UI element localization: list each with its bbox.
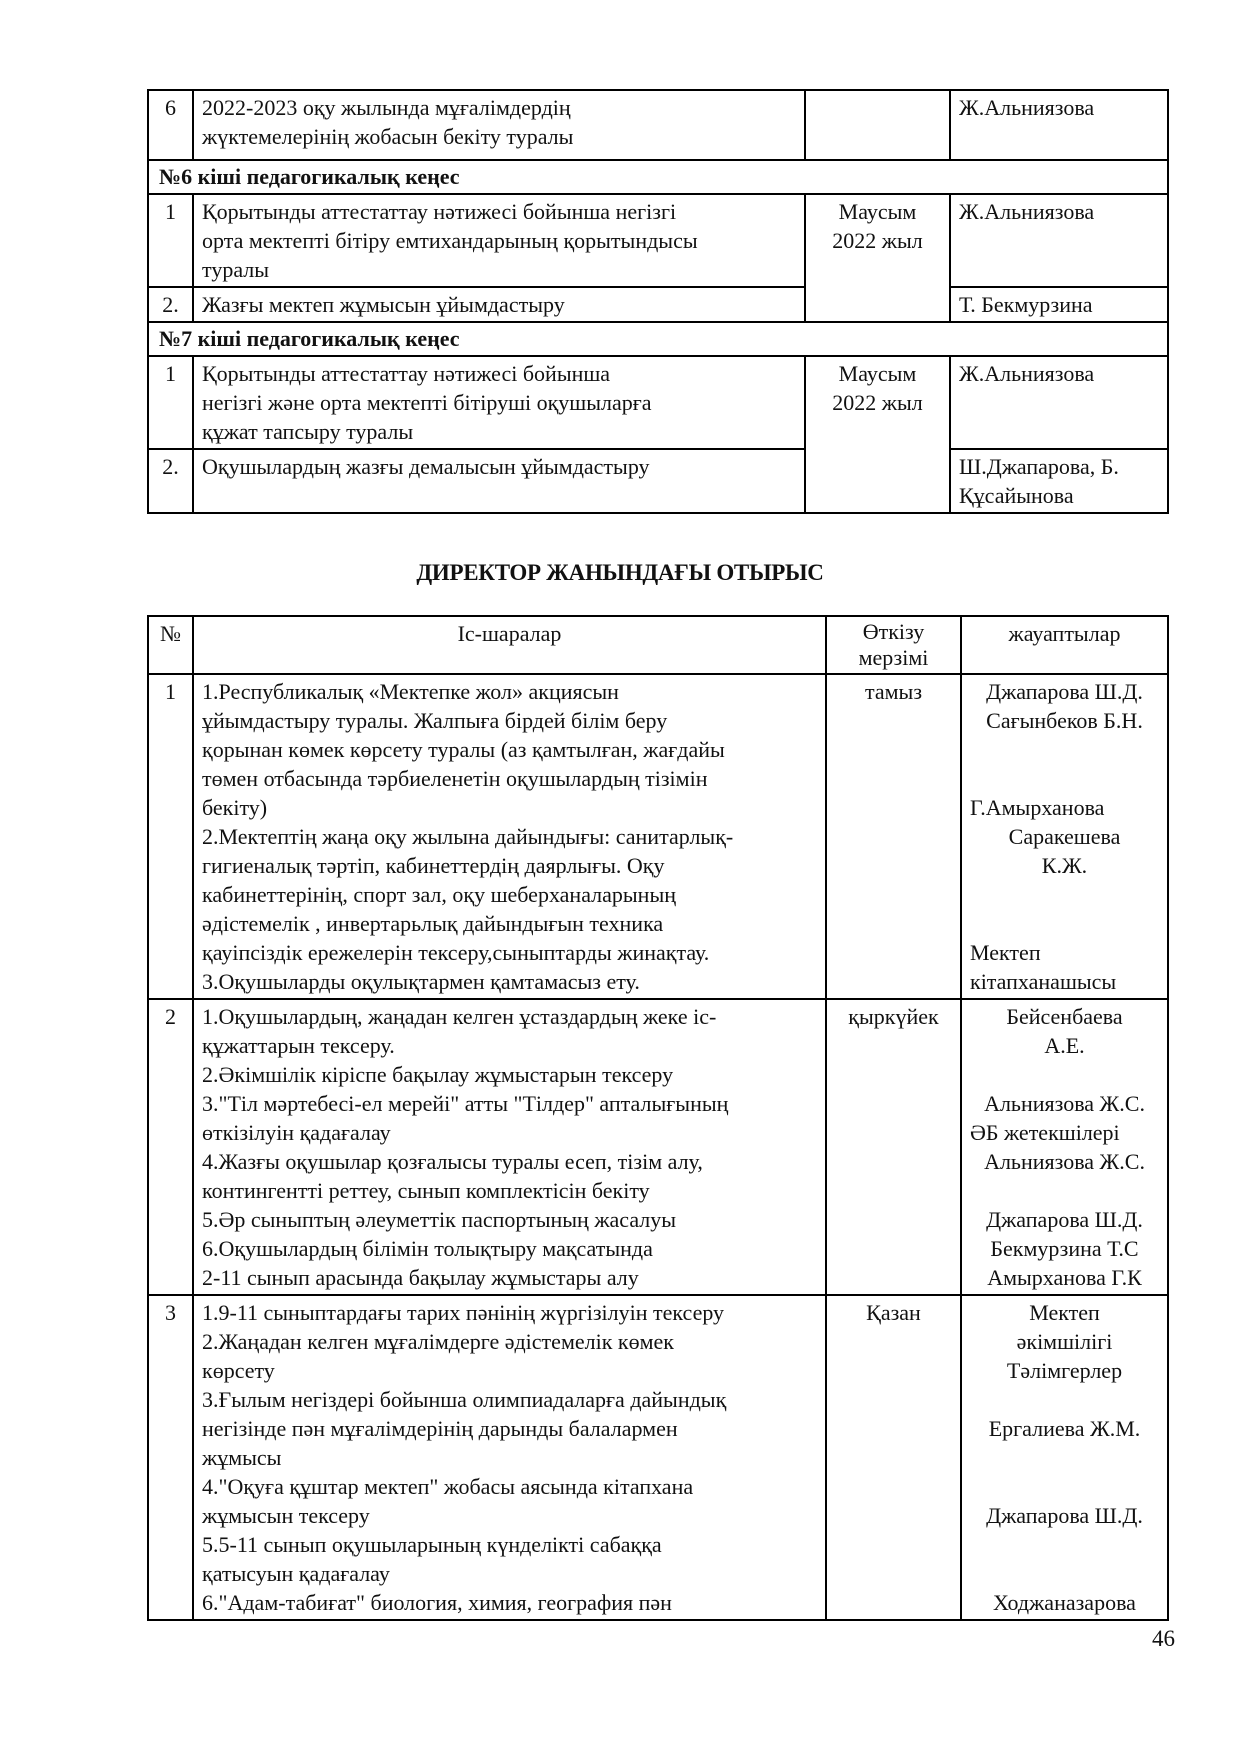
table-row bbox=[148, 194, 1168, 287]
small-pedagogical-council-table bbox=[147, 89, 1169, 514]
responsible-cell: Т. Бекмурзина bbox=[950, 287, 1168, 322]
table-row bbox=[148, 999, 1168, 1295]
section-title: №6 кіші педагогикалық кеңес bbox=[148, 160, 1168, 194]
table-row bbox=[148, 287, 1168, 322]
director-meeting-table bbox=[147, 615, 1169, 1621]
row-number: 2 bbox=[148, 999, 193, 1295]
responsible-cell: Мектеп әкімшілігі Тәлімгерлер Ергалиева Ж.М. Джапарова Ш.Д. Ходжаназарова bbox=[961, 1295, 1168, 1620]
date-cell: Маусым 2022 жыл bbox=[805, 356, 950, 513]
responsible-cell: Бейсенбаева А.Е. Альниязова Ж.С. ӘБ жетекшілері Альниязова Ж.С. Джапарова Ш.Д. Бекмурзина Т.С Амырханова Г.К bbox=[961, 999, 1168, 1295]
row-number: 1 bbox=[148, 194, 193, 287]
activity-cell: 1.Республикалық «Мектепке жол» акциясын ұйымдастыру туралы. Жалпыға бірдей білім беру қорынан көмек көрсету туралы (аз қамтылған, жағдайы төмен отбасында тәрбиеленетін оқушылардың тізімін бекіту) 2.Мектептің жаңа оқу жылына дайындығы: санитарлық- гигиеналық тәртіп, кабинеттердің даярлығы. Оқу кабинеттерінің, спорт зал, оқу шеберханаларының әдістемелік , инвертарьлық дайындығын техника қауіпсіздік ережелерін тексеру,сыныптарды жинақтау. 3.Оқушыларды оқулықтармен қамтамасыз ету. bbox=[193, 674, 826, 999]
row-number: 1 bbox=[148, 356, 193, 449]
section-heading: ДИРЕКТОР ЖАНЫНДАҒЫ ОТЫРЫС bbox=[416, 560, 824, 585]
date-cell: Маусым 2022 жыл bbox=[805, 194, 950, 322]
section-title: №7 кіші педагогикалық кеңес bbox=[148, 322, 1168, 356]
row-number: 2. bbox=[148, 287, 193, 322]
activity-cell: 2022-2023 оқу жылында мұғалімдердің жүктемелерінің жобасын бекіту туралы bbox=[193, 90, 805, 160]
section-row bbox=[148, 160, 1168, 194]
header-number: № bbox=[148, 616, 193, 674]
header-date: Өткізу мерзімі bbox=[826, 616, 961, 674]
table-row bbox=[148, 674, 1168, 999]
page-number: 46 bbox=[1152, 1626, 1175, 1651]
table-row bbox=[148, 449, 1168, 513]
responsible-cell: Ж.Альниязова bbox=[950, 356, 1168, 449]
date-cell bbox=[805, 90, 950, 160]
responsible-cell: Джапарова Ш.Д. Сағынбеков Б.Н. Г.Амырханова Саракешева К.Ж. Мектеп кітапханашысы bbox=[961, 674, 1168, 999]
table-row bbox=[148, 90, 1168, 160]
row-number: 3 bbox=[148, 1295, 193, 1620]
table-row bbox=[148, 1295, 1168, 1620]
activity-cell: Қорытынды аттестаттау нәтижесі бойынша негізгі орта мектепті бітіру емтихандарының қорытындысы туралы bbox=[193, 194, 805, 287]
row-number: 1 bbox=[148, 674, 193, 999]
table-row bbox=[148, 356, 1168, 449]
row-number: 2. bbox=[148, 449, 193, 513]
responsible-cell: Ж.Альниязова bbox=[950, 90, 1168, 160]
activity-cell: Жазғы мектеп жұмысын ұйымдастыру bbox=[193, 287, 805, 322]
date-cell: Қазан bbox=[826, 1295, 961, 1620]
activity-cell: Оқушылардың жазғы демалысын ұйымдастыру bbox=[193, 449, 805, 513]
activity-cell: 1.Оқушылардың, жаңадан келген ұстаздардың жеке іс- құжаттарын тексеру. 2.Әкімшілік кіріспе бақылау жұмыстарын тексеру 3."Тіл мәртебесі-ел мерейі" атты "Тілдер" апталығының өткізілуін қадағалау 4.Жазғы оқушылар қозғалысы туралы есеп, тізім алу, контингентті реттеу, сынып комплектісін бекіту 5.Әр сыныптың әлеуметтік паспортының жасалуы 6.Оқушылардың білімін толықтыру мақсатында 2-11 сынып арасында бақылау жұмыстары алу bbox=[193, 999, 826, 1295]
section-row bbox=[148, 322, 1168, 356]
responsible-cell: Ш.Джапарова, Б. Құсайынова bbox=[950, 449, 1168, 513]
activity-cell: 1.9-11 сыныптардағы тарих пәнінің жүргізілуін тексеру 2.Жаңадан келген мұғалімдерге әдістемелік көмек көрсету 3.Ғылым негіздері бойынша олимпиадаларға дайындық негізінде пән мұғалімдерінің дарынды балалармен жұмысы 4."Оқуға құштар мектеп" жобасы аясында кітапхана жұмысын тексеру 5.5-11 сынып оқушыларының күнделікті сабаққа қатысуын қадағалау 6."Адам-табиғат" биология, химия, география пән bbox=[193, 1295, 826, 1620]
activity-cell: Қорытынды аттестаттау нәтижесі бойынша негізгі және орта мектепті бітіруші оқушыларға құжат тапсыру туралы bbox=[193, 356, 805, 449]
responsible-cell: Ж.Альниязова bbox=[950, 194, 1168, 287]
header-responsible: жауаптылар bbox=[961, 616, 1168, 674]
date-cell: қыркүйек bbox=[826, 999, 961, 1295]
date-cell: тамыз bbox=[826, 674, 961, 999]
header-activities: Іс-шаралар bbox=[193, 616, 826, 674]
row-number: 6 bbox=[148, 90, 193, 160]
table-header-row bbox=[148, 616, 1168, 674]
